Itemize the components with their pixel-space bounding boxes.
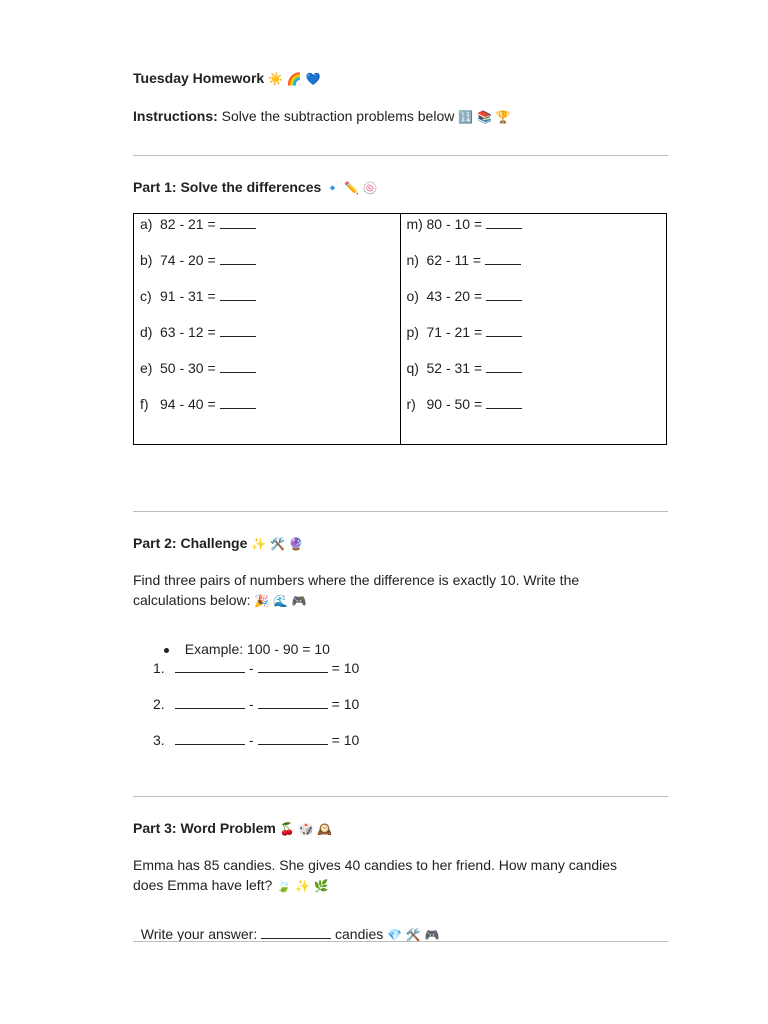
- problem-label: p): [406, 324, 419, 340]
- answer-blank[interactable]: [486, 217, 522, 229]
- minus-sign: -: [249, 660, 254, 676]
- equals-ten: = 10: [331, 696, 360, 712]
- part3-emoji-icons: 🍒 🎲 🕰️: [279, 822, 333, 836]
- part2-heading-row: [133, 535, 304, 551]
- item-number: 1.: [153, 660, 165, 676]
- divider: [133, 796, 668, 797]
- page-title: Tuesday Homework: [133, 70, 265, 86]
- answer-blank[interactable]: [486, 361, 522, 373]
- problems-right-column: [400, 214, 667, 444]
- problems-left-column: [134, 214, 400, 444]
- problem-item: [140, 396, 256, 412]
- answer-blank[interactable]: [220, 361, 256, 373]
- problem-item: [407, 216, 523, 232]
- answer-blank[interactable]: [261, 927, 331, 939]
- problem-item: [140, 360, 256, 376]
- problem-expression: 63 - 12 =: [160, 324, 216, 340]
- answer-blank[interactable]: [220, 325, 256, 337]
- answer-blank[interactable]: [220, 217, 256, 229]
- problem-expression: 90 - 50 =: [426, 396, 483, 412]
- problem-item: [407, 252, 522, 268]
- part1-heading-row: [133, 179, 378, 195]
- item-number: 2.: [153, 696, 165, 712]
- answer-unit: candies: [335, 926, 384, 942]
- title-emoji-icons: ☀️ 🌈 💙: [268, 72, 321, 86]
- problem-item: [407, 396, 523, 412]
- answer-blank[interactable]: [220, 397, 256, 409]
- example-item: [153, 625, 330, 657]
- part3-problem: [133, 855, 673, 896]
- problem-expression: 43 - 20 =: [426, 288, 483, 304]
- part2-prompt-line2: calculations below:: [133, 592, 251, 608]
- minus-sign: -: [249, 696, 254, 712]
- divider: [133, 941, 668, 942]
- item-number: 3.: [153, 732, 165, 748]
- problem-item: [140, 324, 256, 340]
- answer-blank[interactable]: [486, 325, 522, 337]
- problem-label: n): [406, 252, 419, 268]
- problem-label: q): [406, 360, 419, 376]
- problem-label: r): [406, 396, 416, 412]
- problem-label: m): [406, 216, 423, 232]
- challenge-item: [153, 660, 359, 676]
- instructions-row: [133, 108, 511, 124]
- problem-label: o): [406, 288, 419, 304]
- problem-expression: 71 - 21 =: [426, 324, 483, 340]
- first-number-blank[interactable]: [175, 733, 245, 745]
- problem-item: [407, 360, 523, 376]
- part3-problem-line1: Emma has 85 candies. She gives 40 candies to her friend. How many candies: [133, 857, 618, 873]
- equals-ten: = 10: [331, 732, 360, 748]
- problem-expression: 74 - 20 =: [160, 252, 216, 268]
- part1-emoji-icons: 🔹 ✏️ 🍥: [325, 181, 378, 195]
- part1-heading: Part 1: Solve the differences: [133, 179, 322, 195]
- problem-item: [407, 324, 523, 340]
- minus-sign: -: [249, 732, 254, 748]
- problem-expression: 62 - 11 =: [426, 252, 482, 268]
- part2-prompt-emoji-icons: 🎉 🌊 🎮: [254, 594, 307, 608]
- problem-item: [140, 288, 256, 304]
- problem-label: a): [140, 216, 153, 232]
- part2-prompt: [133, 570, 673, 611]
- part2-heading: Part 2: Challenge: [133, 535, 248, 551]
- problem-item: [407, 288, 523, 304]
- problem-item: [140, 216, 256, 232]
- challenge-item: [153, 732, 359, 748]
- instructions-emoji-icons: 🔢 📚 🏆: [458, 110, 511, 124]
- problem-expression: 94 - 40 =: [160, 396, 216, 412]
- answer-blank[interactable]: [485, 253, 521, 265]
- page-title-row: [133, 70, 321, 86]
- equals-ten: = 10: [331, 660, 360, 676]
- problem-label: e): [140, 360, 153, 376]
- second-number-blank[interactable]: [258, 733, 328, 745]
- part2-emoji-icons: ✨ 🛠️ 🔮: [251, 537, 304, 551]
- part3-problem-line2: does Emma have left?: [133, 877, 273, 893]
- problem-label: c): [140, 288, 152, 304]
- answer-blank[interactable]: [220, 289, 256, 301]
- part3-problem-emoji-icons: 🍃 ✨ 🌿: [276, 879, 329, 893]
- challenge-item: [153, 696, 359, 712]
- problem-label: b): [140, 252, 153, 268]
- part2-prompt-line1: Find three pairs of numbers where the difference is exactly 10. Write the: [133, 572, 580, 588]
- answer-row: [133, 910, 440, 942]
- first-number-blank[interactable]: [175, 697, 245, 709]
- answer-blank[interactable]: [486, 397, 522, 409]
- problems-table: [133, 213, 667, 445]
- answer-blank[interactable]: [220, 253, 256, 265]
- problem-expression: 50 - 30 =: [160, 360, 216, 376]
- problem-expression: 80 - 10 =: [426, 216, 483, 232]
- problem-label: d): [140, 324, 153, 340]
- problem-expression: 52 - 31 =: [426, 360, 483, 376]
- example-text: Example: 100 - 90 = 10: [184, 641, 330, 657]
- divider: [133, 511, 668, 512]
- second-number-blank[interactable]: [258, 697, 328, 709]
- second-number-blank[interactable]: [258, 661, 328, 673]
- problem-item: [140, 252, 256, 268]
- part3-heading-row: [133, 820, 332, 836]
- answer-blank[interactable]: [486, 289, 522, 301]
- problem-expression: 91 - 31 =: [160, 288, 216, 304]
- part3-heading: Part 3: Word Problem: [133, 820, 276, 836]
- instructions-label: Instructions:: [133, 108, 218, 124]
- divider: [133, 155, 668, 156]
- answer-label: Write your answer:: [140, 926, 258, 942]
- bullet-icon: [164, 648, 169, 653]
- first-number-blank[interactable]: [175, 661, 245, 673]
- problem-label: f): [140, 396, 149, 412]
- problem-expression: 82 - 21 =: [160, 216, 216, 232]
- instructions-text: Solve the subtraction problems below: [221, 108, 455, 124]
- answer-emoji-icons: 💎 🛠️ 🎮: [387, 928, 440, 942]
